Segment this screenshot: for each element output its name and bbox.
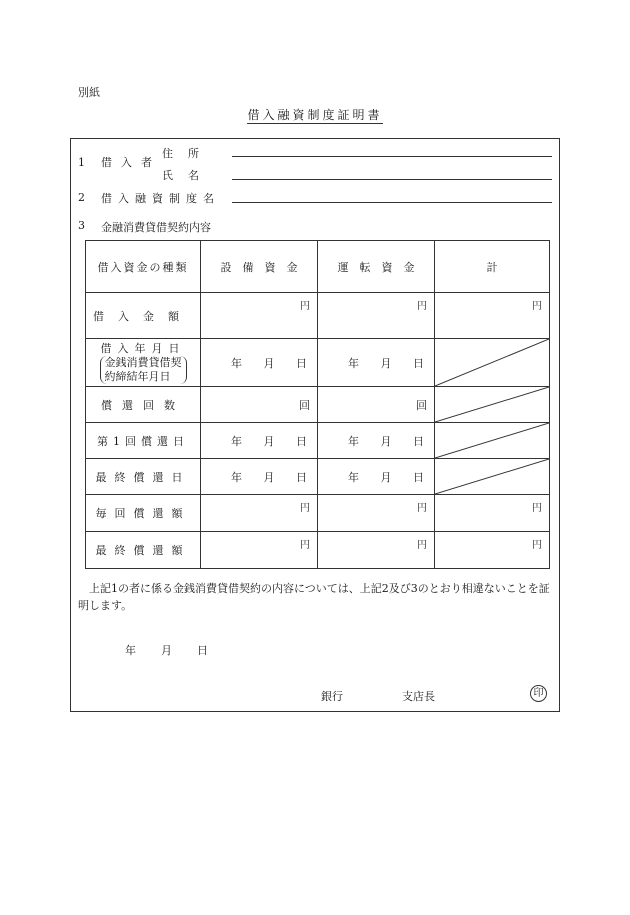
header-operating: 運 転 資 金 — [318, 241, 435, 293]
first-repay-equipment[interactable]: 年 月 日 — [201, 423, 318, 459]
loan-amount-equipment[interactable]: 円 — [201, 293, 318, 339]
row-label-first-repay: 第1回償還日 — [86, 423, 201, 459]
table-row — [86, 532, 550, 569]
per-repay-total[interactable]: 円 — [435, 495, 550, 532]
header-equipment: 設 備 資 金 — [201, 241, 318, 293]
table-row — [86, 495, 550, 532]
contract-label: 金融消費貸借契約内容 — [101, 221, 211, 234]
last-repay-amount-equipment[interactable]: 円 — [201, 532, 318, 569]
contract-table — [85, 240, 550, 569]
cert-date-month: 月 — [161, 644, 172, 657]
cert-date-day: 日 — [197, 644, 208, 657]
table-row — [86, 293, 550, 339]
table-row — [86, 423, 550, 459]
first-repay-total-struck — [435, 423, 550, 459]
loan-system-label: 借入融資制度名 — [101, 192, 220, 205]
loan-date-equipment[interactable]: 年 月 日 — [201, 339, 318, 387]
loan-date-operating[interactable]: 年 月 日 — [318, 339, 435, 387]
repay-count-equipment[interactable]: 回 — [201, 387, 318, 423]
row-label-last-repay-amount: 最終償還額 — [86, 532, 201, 569]
section-3-number: 3 — [78, 219, 85, 232]
last-repay-amount-operating[interactable]: 円 — [318, 532, 435, 569]
per-repay-equipment[interactable]: 円 — [201, 495, 318, 532]
address-label: 住 所 — [162, 147, 201, 160]
row-label-last-repay-date: 最終償還日 — [86, 459, 201, 495]
loan-system-line[interactable] — [232, 202, 552, 203]
seal-mark: 印 — [530, 685, 547, 702]
document-title: 借入融資制度証明書 — [247, 108, 383, 122]
section-1-number: 1 — [78, 156, 85, 169]
address-line[interactable] — [232, 156, 552, 157]
table-row — [86, 387, 550, 423]
table-row — [86, 459, 550, 495]
last-repay-date-total-struck — [435, 459, 550, 495]
cert-date-year: 年 — [125, 644, 136, 657]
row-label-loan-date: 借入年月日 金銭消費貸借契 約締結年月日 — [86, 339, 201, 387]
section-2-number: 2 — [78, 191, 85, 204]
last-repay-date-equipment[interactable]: 年 月 日 — [201, 459, 318, 495]
table-row — [86, 339, 550, 387]
borrower-label: 借入者 — [101, 156, 161, 169]
branch-manager-label: 支店長 — [402, 690, 435, 703]
table-header-row — [86, 241, 550, 293]
loan-amount-total[interactable]: 円 — [435, 293, 550, 339]
certification-statement: 上記1の者に係る金銭消費貸借契約の内容については、上記2及び3のとおり相違ないことを証明します。 — [78, 582, 550, 612]
attachment-label: 別紙 — [78, 86, 100, 99]
last-repay-amount-total[interactable]: 円 — [435, 532, 550, 569]
repay-count-total-struck — [435, 387, 550, 423]
bank-label: 銀行 — [321, 690, 343, 703]
header-total: 計 — [435, 241, 550, 293]
name-line[interactable] — [232, 179, 552, 180]
loan-date-total-struck — [435, 339, 550, 387]
row-label-loan-amount: 借入金額 — [86, 293, 201, 339]
last-repay-date-operating[interactable]: 年 月 日 — [318, 459, 435, 495]
header-type: 借入資金の種類 — [86, 241, 201, 293]
row-label-repay-count: 償還回数 — [86, 387, 201, 423]
contract-date-note: 金銭消費貸借契 約締結年月日 — [100, 356, 187, 384]
repay-count-operating[interactable]: 回 — [318, 387, 435, 423]
name-label: 氏 名 — [162, 169, 201, 182]
row-label-per-repay: 毎回償還額 — [86, 495, 201, 532]
per-repay-operating[interactable]: 円 — [318, 495, 435, 532]
loan-amount-operating[interactable]: 円 — [318, 293, 435, 339]
first-repay-operating[interactable]: 年 月 日 — [318, 423, 435, 459]
